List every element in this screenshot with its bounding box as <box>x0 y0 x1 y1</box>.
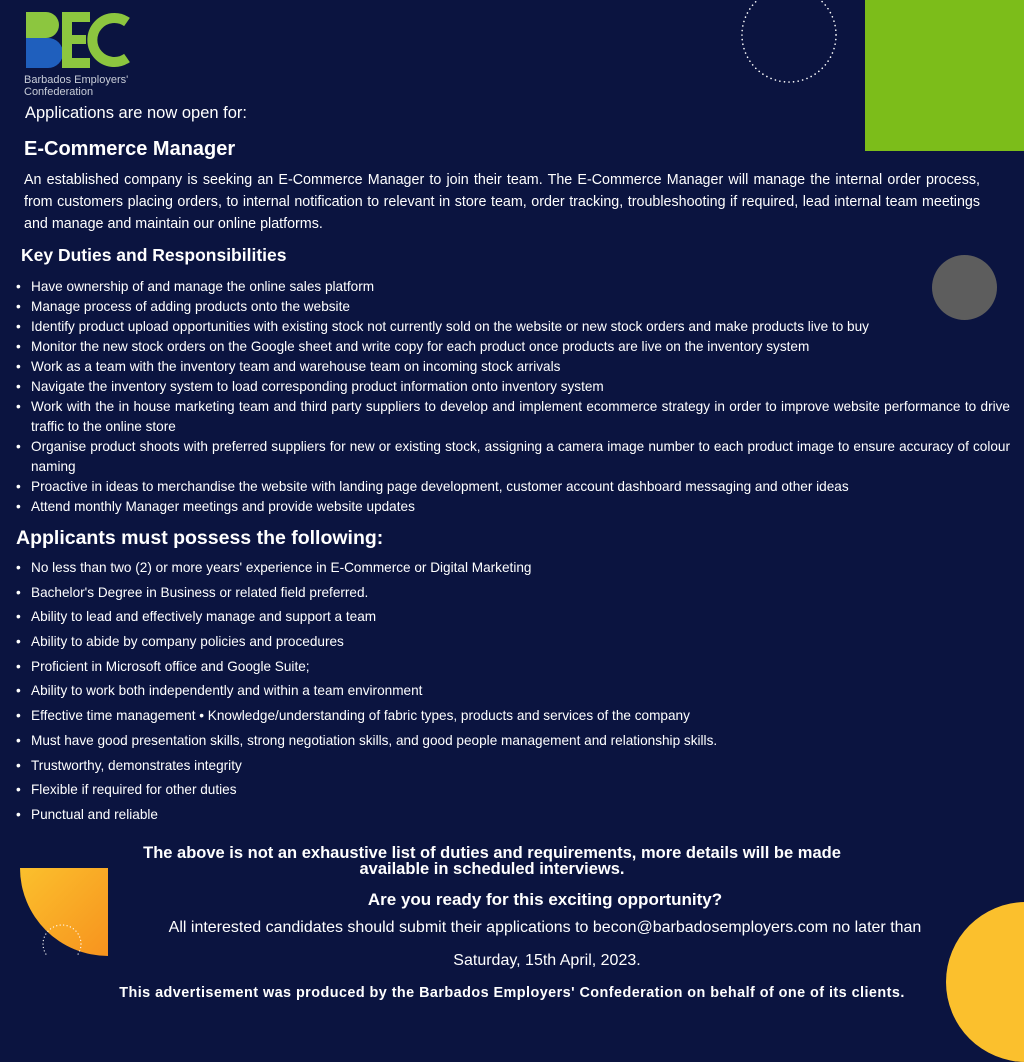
job-title: E-Commerce Manager <box>24 138 236 160</box>
submission-instructions: All interested candidates should submit their applications to becon@barbadosemployers.com no later than <box>168 919 922 936</box>
list-item: • Effective time management • Knowledge/understanding of fabric types, products and services of the company <box>16 706 1006 726</box>
list-item: • Proactive in ideas to merchandise the website with landing page development, customer account dashboard messaging and other ideas <box>16 477 1010 497</box>
list-item: • Work with the in house marketing team and third party suppliers to develop and implement ecommerce strategy in order to improve website performance to drive traffic to the online store <box>16 397 1010 437</box>
quarter-circle-decoration <box>20 868 108 956</box>
list-item: • Trustworthy, demonstrates integrity <box>16 756 1006 776</box>
intro-paragraph: An established company is seeking an E-Commerce Manager to join their team. The E-Commerce Manager will manage the internal order process, from customers placing orders, to internal notification to relevant in store team, order tracking, troubleshooting if required, lead internal team meetings and manage and maintain our online platforms. <box>24 172 980 233</box>
not-exhaustive-notice: The above is not an exhaustive list of duties and requirements, more details will be made available in scheduled interviews. <box>143 844 841 878</box>
applications-open-text: Applications are now open for: <box>25 104 247 122</box>
deadline-date: Saturday, 15th April, 2023. <box>453 952 641 969</box>
list-item: • Work as a team with the inventory team and warehouse team on incoming stock arrivals <box>16 357 1010 377</box>
list-item: • Monitor the new stock orders on the Google sheet and write copy for each product once products are live on the inventory system <box>16 337 1010 357</box>
duties-heading: Key Duties and Responsibilities <box>21 245 287 265</box>
logo-line-2: Confederation <box>24 86 94 98</box>
list-item: • Must have good presentation skills, strong negotiation skills, and good people management and relationship skills. <box>16 731 1006 751</box>
list-item: • Attend monthly Manager meetings and provide website updates <box>16 497 1010 517</box>
requirements-heading: Applicants must possess the following: <box>16 527 384 549</box>
list-item: • Ability to abide by company policies and procedures <box>16 632 1006 652</box>
ready-question: Are you ready for this exciting opportunity? <box>367 890 723 909</box>
logo-subtitle <box>24 74 128 98</box>
list-item: • Navigate the inventory system to load corresponding product information onto inventory system <box>16 377 1010 397</box>
list-item: • Ability to lead and effectively manage and support a team <box>16 607 1006 627</box>
dotted-circle-decoration <box>740 0 838 84</box>
requirements-list <box>16 558 1006 830</box>
green-accent-rectangle <box>865 0 1024 151</box>
list-item: • Bachelor's Degree in Business or related field preferred. <box>16 583 1006 603</box>
list-item: • Identify product upload opportunities with existing stock not currently sold on the website or new stock orders and make products live to buy <box>16 317 1010 337</box>
logo-line-1: Barbados Employers' <box>24 74 129 86</box>
duties-list <box>16 277 1010 517</box>
list-item: • Proficient in Microsoft office and Google Suite; <box>16 657 1006 677</box>
list-item: • Punctual and reliable <box>16 805 1006 825</box>
list-item: • Organise product shoots with preferred suppliers for new or existing stock, assigning a camera image number to each product image to ensure accuracy of colour naming <box>16 437 1010 477</box>
bec-logo-mark <box>24 10 134 72</box>
list-item: • No less than two (2) or more years' experience in E-Commerce or Digital Marketing <box>16 558 1006 578</box>
footer-disclaimer: This advertisement was produced by the Barbados Employers' Confederation on behalf of one of its clients. <box>119 985 905 1001</box>
list-item: • Ability to work both independently and within a team environment <box>16 681 1006 701</box>
list-item: • Have ownership of and manage the online sales platform <box>16 277 1010 297</box>
list-item: • Flexible if required for other duties <box>16 780 1006 800</box>
list-item: • Manage process of adding products onto the website <box>16 297 1010 317</box>
bec-logo <box>24 10 164 102</box>
